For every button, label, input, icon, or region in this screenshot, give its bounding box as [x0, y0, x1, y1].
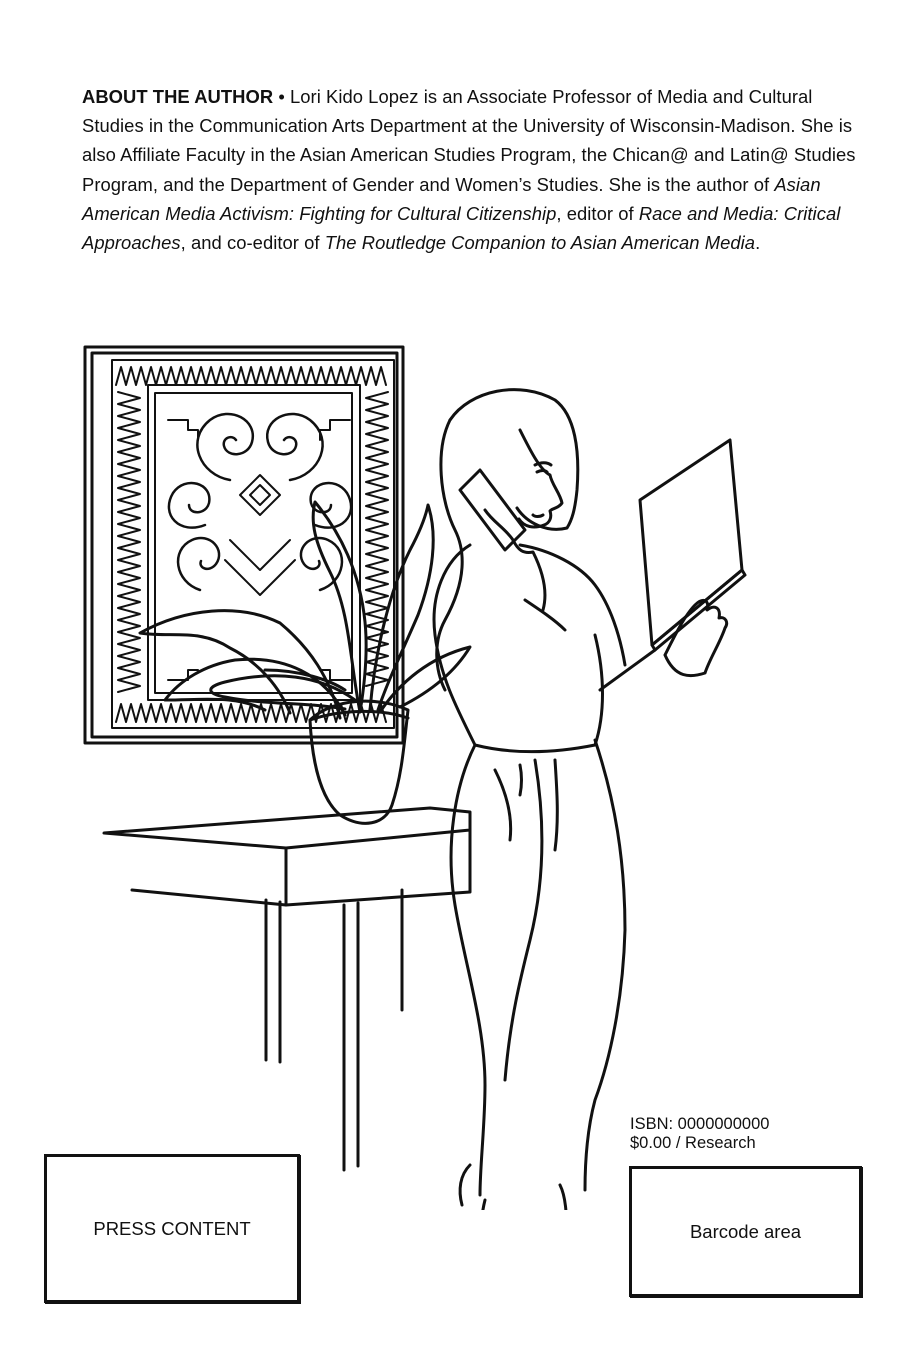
- bio-heading: ABOUT THE AUTHOR: [82, 86, 274, 107]
- side-table: [104, 808, 470, 1170]
- author-illustration: [0, 330, 901, 1210]
- bio-text-3: , and co-editor of: [180, 232, 325, 254]
- book-title-3: The Routledge Companion to Asian American Media: [324, 232, 756, 254]
- bio-separator: •: [273, 86, 290, 107]
- press-content-box: [44, 1154, 300, 1303]
- isbn-number: ISBN: 0000000000: [630, 1115, 770, 1133]
- author-bio: [82, 82, 857, 257]
- barcode-label: Barcode area: [689, 1220, 802, 1242]
- woman-figure: [434, 390, 745, 1210]
- press-content-label: PRESS CONTENT: [93, 1217, 251, 1239]
- bio-text-1: Lori Kido Lopez is an Associate Professor of Media and Cultural Studies in the Communication Arts Department at the University of Wisconsin-Madison. She is also Affiliate Faculty in the Asian American Studies Program, the Chican@ and Latin@ Studies Program, and the Department of Gender and Women’s Studies. She is the author of: [82, 86, 856, 195]
- potted-plant: [140, 502, 470, 823]
- bio-text-4: .: [755, 232, 761, 254]
- book-title-2: Race and Media: Critical Approaches: [82, 202, 841, 254]
- isbn-block: [630, 1115, 769, 1153]
- price-category: $0.00 / Research: [630, 1134, 756, 1152]
- bio-text-2: , editor of: [556, 202, 639, 224]
- barcode-box: [629, 1166, 862, 1297]
- book-title-1: Asian American Media Activism: Fighting for Cultural Citizenship: [82, 173, 821, 224]
